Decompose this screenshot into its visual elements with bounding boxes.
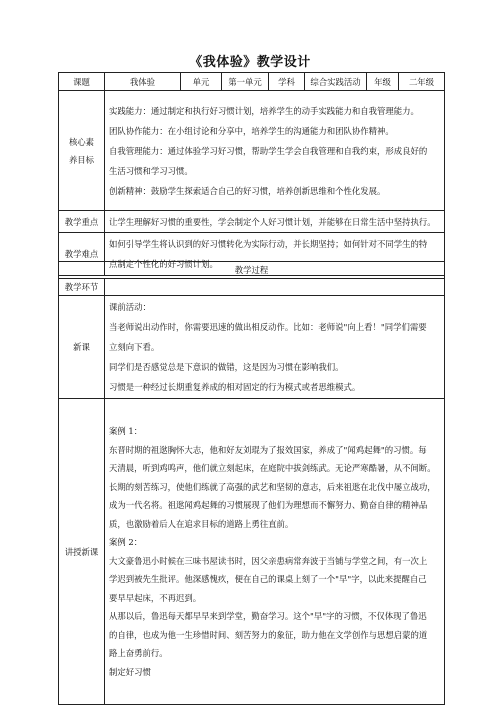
new-lesson-content xyxy=(105,296,445,399)
core-line: 生活习惯和学习习惯。 xyxy=(109,165,193,176)
lecture-line: 质，也激励着后人在追求目标的道路上勇往直前。 xyxy=(109,518,294,529)
lecture-line: 大文豪鲁迅小时候在三味书屋读书时，因父亲患病常奔波于当铺与学堂之间，有一次上 xyxy=(109,555,428,566)
lecture-line: 制定好习惯 xyxy=(109,666,151,677)
new-lesson-line: 立刻向下看。 xyxy=(109,342,160,352)
difficulty-line: 点制定个性化的好习惯计划。 xyxy=(109,259,218,269)
step-row xyxy=(59,279,445,296)
new-lesson-line: 同学们是否感觉总是下意识的做错，这是因为习惯在影响我们。 xyxy=(109,362,344,372)
new-lesson-line: 课前活动： xyxy=(109,302,151,312)
process-heading: 教学过程 xyxy=(59,262,445,279)
course-value: 我体验 xyxy=(105,73,181,91)
new-lesson-line: 习惯是一种经过长期重复养成的相对固定的行为模式或者思维模式。 xyxy=(109,382,361,392)
lecture-line: 路上奋勇前行。 xyxy=(109,648,168,658)
key-point-label: 教学重点 xyxy=(59,211,105,233)
lecture-line: 成为一代名将。祖逖闻鸡起舞的习惯展现了他们为理想而不懈努力、勤奋自律的精神品 xyxy=(109,500,428,510)
new-lesson-label: 新课 xyxy=(59,296,105,399)
step-label: 教学环节 xyxy=(59,279,105,296)
lecture-line: 东晋时期的祖逖胸怀大志，他和好友刘琨为了报效国家，养成了"闻鸡起舞"的习惯。每 xyxy=(109,444,427,455)
lecture-line: 要早早起床，不再迟到。 xyxy=(109,592,202,603)
key-point-row xyxy=(59,211,445,233)
grade-label: 年级 xyxy=(367,73,399,91)
lecture-row xyxy=(59,399,445,705)
grade-value: 二年级 xyxy=(399,73,445,91)
lecture-line: 天清晨，听到鸡鸣声，他们就立刻起床，在庭院中拔剑练武。无论严寒酷暑，从不间断。 xyxy=(109,463,436,473)
subject-value: 综合实践活动 xyxy=(305,73,367,91)
new-lesson-row xyxy=(59,296,445,399)
core-line: 实践能力：通过制定和执行好习惯计划，培养学生的动手实践能力和自我管理能力。 xyxy=(109,105,419,116)
core-line: 创新精神：鼓励学生探索适合自己的好习惯，培养创新思维和个性化发展。 xyxy=(109,185,386,196)
lecture-line: 的自律，也成为他一生珍惜时间、刻苦努力的象征，助力他在文学创作与思想启蒙的道 xyxy=(109,629,428,640)
core-line: 自我管理能力：通过体验学习好习惯，帮助学生学会自我管理和自我约束，形成良好的 xyxy=(109,145,428,156)
process-heading-row xyxy=(59,262,445,279)
difficulty-label: 教学难点 xyxy=(59,233,105,276)
header-row xyxy=(59,73,445,91)
core-goals-row xyxy=(59,91,445,211)
lecture-label: 讲授新课 xyxy=(59,399,105,705)
new-lesson-line: 当老师说出动作时，你需要迅速的做出相反动作。比如：老师说"向上看！"同学们需要 xyxy=(109,322,427,332)
core-goals-label: 核心素养目标 xyxy=(59,91,105,211)
step-empty xyxy=(105,279,445,296)
lecture-line: 长期的刻苦练习，使他们练就了高强的武艺和坚韧的意志，后来祖逖在北伐中屡立战功， xyxy=(109,481,436,492)
unit-value: 第一单元 xyxy=(222,73,269,91)
difficulty-line: 如何引导学生将认识到的好习惯转化为实际行动，并长期坚持；如何针对不同学生的特 xyxy=(109,239,428,249)
core-line: 团队协作能力：在小组讨论和分享中，培养学生的沟通能力和团队协作精神。 xyxy=(109,125,394,136)
lecture-line: 案例 2： xyxy=(109,537,143,547)
lecture-line: 案例 1： xyxy=(109,426,143,436)
unit-label: 单元 xyxy=(181,73,222,91)
lecture-line: 学迟到被先生批评。他深感愧疚，便在自己的课桌上刻了一个"早"字，以此来提醒自己 xyxy=(109,574,427,584)
lecture-line: 从那以后，鲁迅每天都早早来到学堂，勤奋学习。这个"早"字的习惯，不仅体现了鲁迅 xyxy=(109,611,427,621)
core-goals-content xyxy=(105,91,445,211)
subject-label: 学科 xyxy=(269,73,305,91)
key-point-text: 让学生理解好习惯的重要性，学会制定个人好习惯计划，并能够在日常生活中坚持执行。 xyxy=(105,211,445,233)
lecture-content xyxy=(105,399,445,705)
page-title: 《我体验》教学设计 xyxy=(189,55,311,70)
course-label: 课题 xyxy=(59,73,105,91)
lesson-info-table xyxy=(58,72,445,276)
teaching-process-table xyxy=(58,261,445,705)
